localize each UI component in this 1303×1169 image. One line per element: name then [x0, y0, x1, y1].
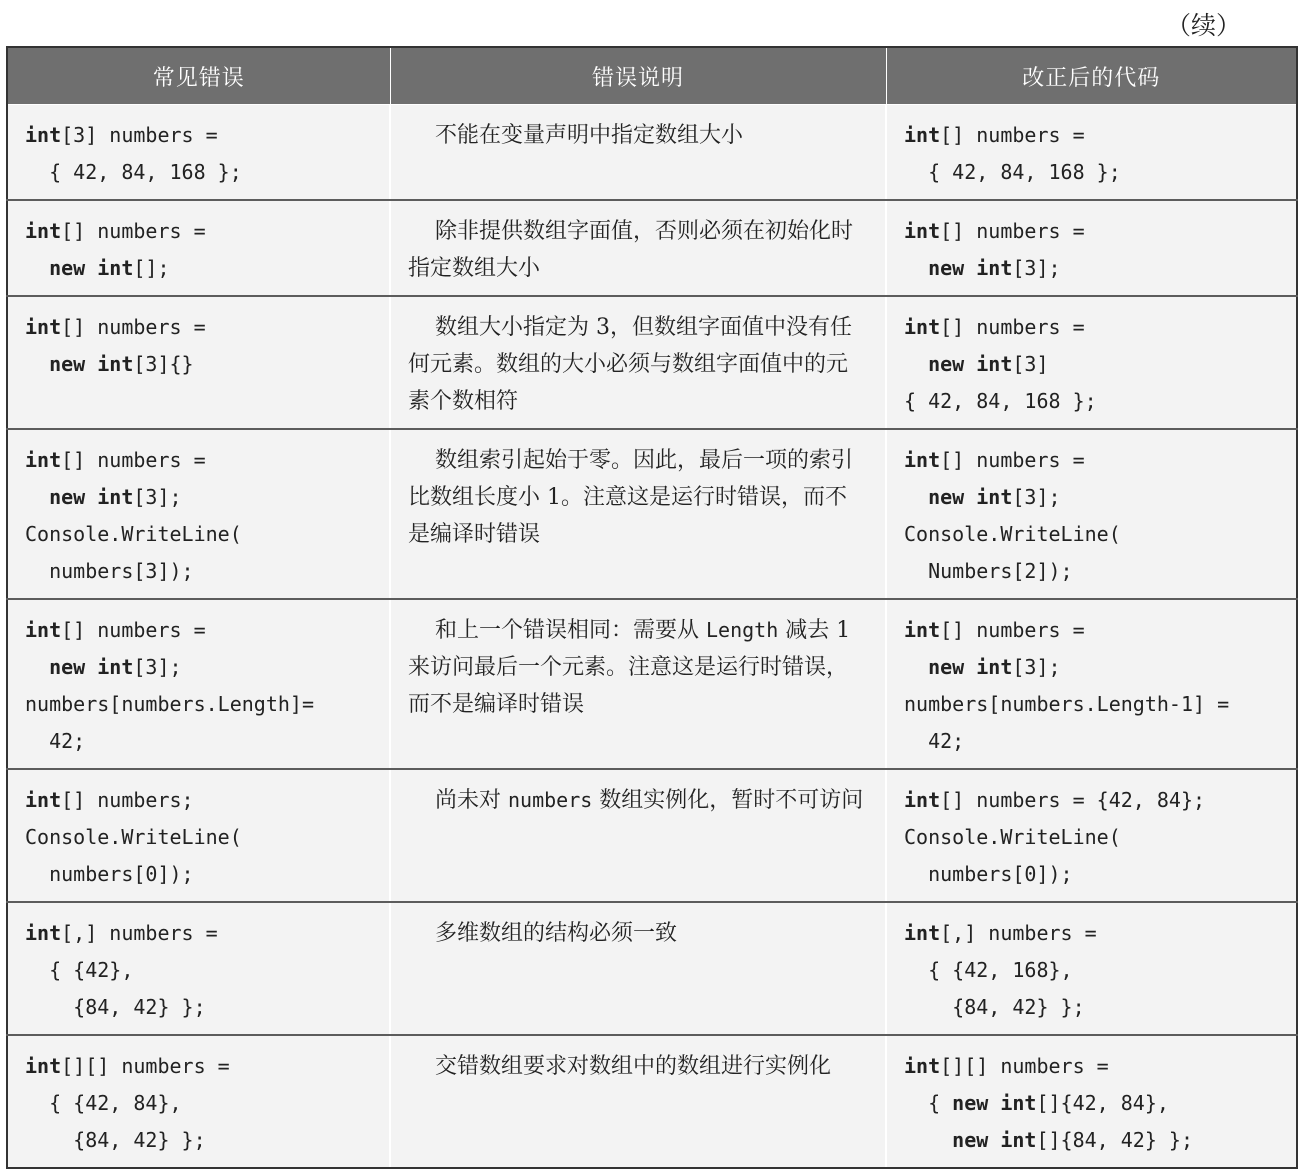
fixed-code-cell [886, 599, 1297, 769]
explanation-cell [390, 200, 886, 296]
table-row [7, 902, 1297, 1035]
error-code: int[] numbers = new int[]; [25, 219, 206, 280]
explanation-text: 不能在变量声明中指定数组大小 [435, 123, 744, 148]
fixed-code: int[] numbers = new int[3]; [904, 219, 1085, 280]
fixed-code-cell [886, 769, 1297, 902]
table-row [7, 296, 1297, 429]
fixed-code: int[] numbers = new int[3] { 42, 84, 168 }; [904, 315, 1097, 413]
fixed-code-cell [886, 1035, 1297, 1168]
fixed-code-cell [886, 902, 1297, 1035]
error-code: int[][] numbers = { {42, 84}, {84, 42} }; [25, 1054, 230, 1152]
error-code-cell [7, 200, 390, 296]
error-code-cell [7, 105, 390, 201]
explanation-cell [390, 296, 886, 429]
explanation-text: 数组大小指定为 3，但数组字面值中没有任何元素。数组的大小必须与数组字面值中的元素个数相符 [408, 315, 852, 414]
fixed-code: int[] numbers = new int[3]; numbers[numbers.Length-1] = 42; [904, 618, 1230, 753]
table-row [7, 769, 1297, 902]
explanation-text: 除非提供数组字面值，否则必须在初始化时指定数组大小 [408, 219, 854, 281]
explanation-cell [390, 599, 886, 769]
error-code-cell [7, 769, 390, 902]
explanation-cell [390, 429, 886, 599]
fixed-code: int[] numbers = {42, 84}; Console.WriteLine( numbers[0]); [904, 788, 1206, 886]
table-row [7, 105, 1297, 201]
explanation-text: 尚未对 numbers 数组实例化，暂时不可访问 [435, 788, 864, 813]
fixed-code: int[] numbers = { 42, 84, 168 }; [904, 123, 1121, 184]
explanation-cell [390, 902, 886, 1035]
error-code: int[,] numbers = { {42}, {84, 42} }; [25, 921, 218, 1019]
fixed-code: int[][] numbers = { new int[]{42, 84}, new int[]{84, 42} }; [904, 1054, 1194, 1152]
header-error-explanation: 错误说明 [390, 47, 886, 105]
fixed-code-cell [886, 105, 1297, 201]
error-code: int[] numbers = new int[3]; Console.WriteLine( numbers[3]); [25, 448, 242, 583]
header-fixed-code: 改正后的代码 [886, 47, 1297, 105]
fixed-code-cell [886, 200, 1297, 296]
error-code: int[3] numbers = { 42, 84, 168 }; [25, 123, 242, 184]
explanation-text: 多维数组的结构必须一致 [435, 921, 678, 946]
table-row [7, 1035, 1297, 1168]
table-row [7, 429, 1297, 599]
header-common-error: 常见错误 [7, 47, 390, 105]
explanation-text: 数组索引起始于零。因此，最后一项的索引比数组长度小 1。注意这是运行时错误，而不是编译时错误 [408, 448, 854, 547]
fixed-code-cell [886, 296, 1297, 429]
error-code-cell [7, 902, 390, 1035]
error-code-cell [7, 1035, 390, 1168]
fixed-code-cell [886, 429, 1297, 599]
explanation-cell [390, 105, 886, 201]
explanation-text: 交错数组要求对数组中的数组进行实例化 [435, 1054, 832, 1079]
error-code: int[] numbers; Console.WriteLine( numbers[0]); [25, 788, 242, 886]
error-code: int[] numbers = new int[3]; numbers[numbers.Length]= 42; [25, 618, 314, 753]
explanation-cell [390, 769, 886, 902]
explanation-text: 和上一个错误相同：需要从 Length 减去 1 来访问最后一个元素。注意这是运行时错误，而不是编译时错误 [408, 618, 851, 717]
error-code: int[] numbers = new int[3]{} [25, 315, 206, 376]
fixed-code: int[] numbers = new int[3]; Console.WriteLine( Numbers[2]); [904, 448, 1121, 583]
array-errors-table [6, 46, 1298, 1169]
table-row [7, 200, 1297, 296]
error-code-cell [7, 429, 390, 599]
explanation-cell [390, 1035, 886, 1168]
header-row [7, 47, 1297, 105]
fixed-code: int[,] numbers = { {42, 168}, {84, 42} }; [904, 921, 1097, 1019]
error-code-cell [7, 599, 390, 769]
error-code-cell [7, 296, 390, 429]
continued-marker: （续） [1165, 11, 1241, 40]
table-row [7, 599, 1297, 769]
